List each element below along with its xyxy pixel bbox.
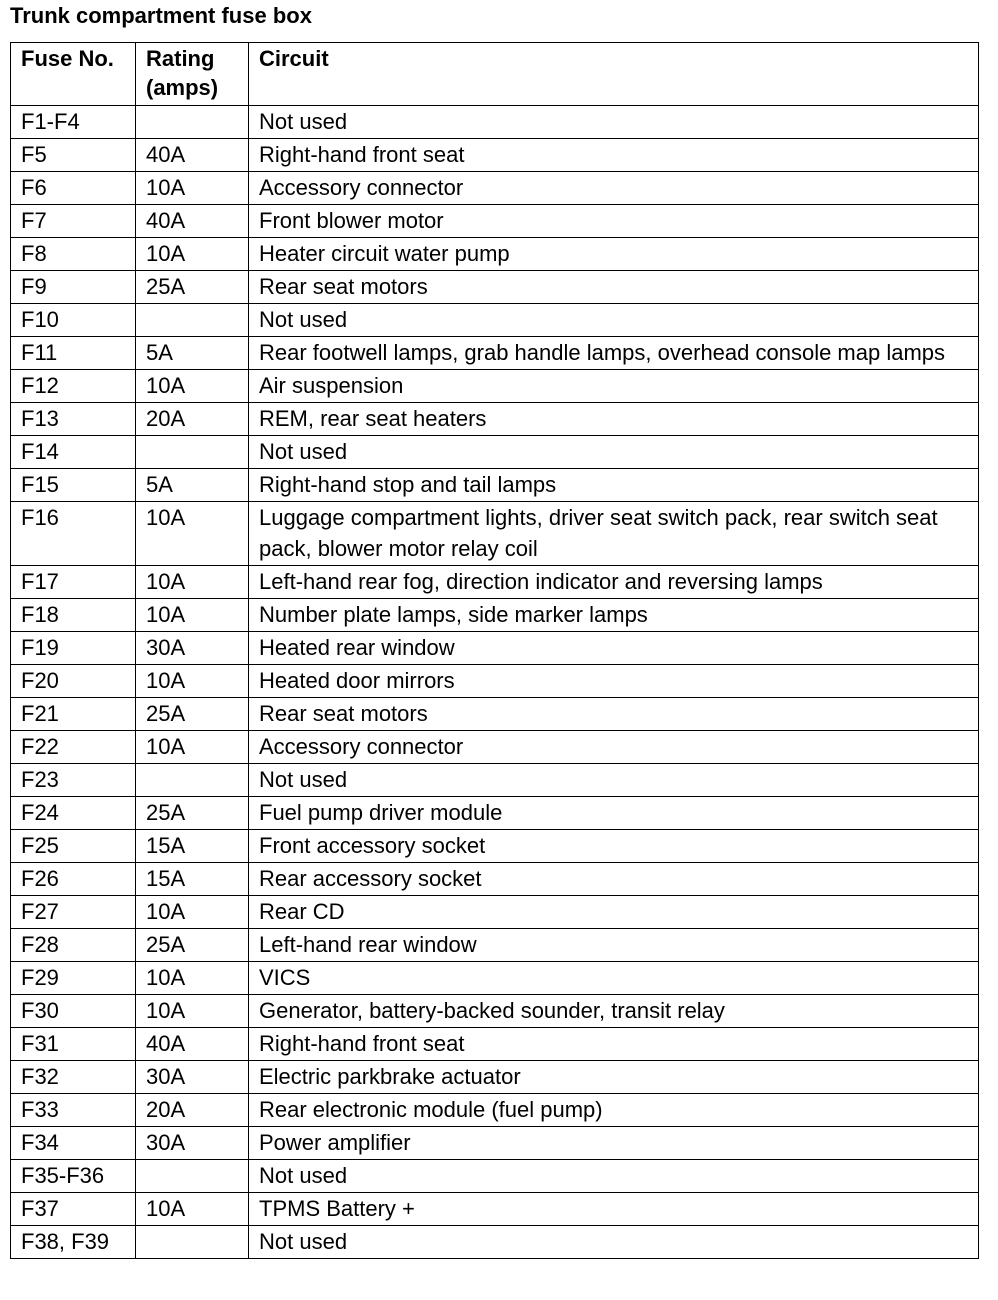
rating-cell: 5A [136, 469, 249, 502]
circuit-cell: Front accessory socket [249, 830, 979, 863]
rating-cell: 10A [136, 896, 249, 929]
table-row [11, 929, 979, 962]
fuse-number-cell: F5 [11, 139, 136, 172]
circuit-cell: Number plate lamps, side marker lamps [249, 599, 979, 632]
circuit-cell: Front blower motor [249, 205, 979, 238]
circuit-cell: Left-hand rear window [249, 929, 979, 962]
circuit-cell: Heated rear window [249, 632, 979, 665]
column-header-circuit: Circuit [249, 43, 979, 106]
table-row [11, 1160, 979, 1193]
circuit-cell: Fuel pump driver module [249, 797, 979, 830]
table-row [11, 1127, 979, 1160]
rating-cell: 10A [136, 665, 249, 698]
fuse-number-cell: F35-F36 [11, 1160, 136, 1193]
table-row [11, 1028, 979, 1061]
fuse-number-cell: F33 [11, 1094, 136, 1127]
rating-cell: 40A [136, 205, 249, 238]
circuit-cell: Not used [249, 764, 979, 797]
rating-cell: 30A [136, 1127, 249, 1160]
rating-cell: 10A [136, 238, 249, 271]
rating-cell: 10A [136, 370, 249, 403]
rating-cell: 5A [136, 337, 249, 370]
rating-cell [136, 764, 249, 797]
circuit-cell: Rear footwell lamps, grab handle lamps, overhead console map lamps [249, 337, 979, 370]
table-row [11, 271, 979, 304]
table-row [11, 205, 979, 238]
circuit-cell: REM, rear seat heaters [249, 403, 979, 436]
rating-cell: 10A [136, 731, 249, 764]
table-row [11, 337, 979, 370]
table-row [11, 599, 979, 632]
circuit-cell: Rear CD [249, 896, 979, 929]
rating-cell: 20A [136, 403, 249, 436]
table-row [11, 995, 979, 1028]
fuse-number-cell: F6 [11, 172, 136, 205]
fuse-number-cell: F21 [11, 698, 136, 731]
circuit-cell: Accessory connector [249, 172, 979, 205]
circuit-cell: Right-hand front seat [249, 1028, 979, 1061]
fuse-number-cell: F24 [11, 797, 136, 830]
fuse-number-cell: F19 [11, 632, 136, 665]
page-title: Trunk compartment fuse box [10, 3, 312, 28]
circuit-cell: Not used [249, 1226, 979, 1259]
table-row [11, 139, 979, 172]
table-row [11, 1061, 979, 1094]
rating-cell: 40A [136, 1028, 249, 1061]
fuse-number-cell: F16 [11, 502, 136, 566]
rating-cell: 25A [136, 271, 249, 304]
fuse-number-cell: F1-F4 [11, 106, 136, 139]
fuse-number-cell: F34 [11, 1127, 136, 1160]
table-row [11, 1226, 979, 1259]
table-row [11, 665, 979, 698]
rating-cell: 25A [136, 929, 249, 962]
circuit-cell: Rear accessory socket [249, 863, 979, 896]
rating-cell: 10A [136, 502, 249, 566]
fuse-number-cell: F23 [11, 764, 136, 797]
rating-cell: 10A [136, 1193, 249, 1226]
circuit-cell: Rear electronic module (fuel pump) [249, 1094, 979, 1127]
circuit-cell: Heater circuit water pump [249, 238, 979, 271]
fuse-number-cell: F14 [11, 436, 136, 469]
circuit-cell: Heated door mirrors [249, 665, 979, 698]
table-row [11, 238, 979, 271]
fuse-number-cell: F10 [11, 304, 136, 337]
fuse-number-cell: F18 [11, 599, 136, 632]
circuit-cell: Not used [249, 1160, 979, 1193]
fuse-number-cell: F29 [11, 962, 136, 995]
rating-cell [136, 1160, 249, 1193]
fuse-number-cell: F17 [11, 566, 136, 599]
rating-cell [136, 436, 249, 469]
rating-cell: 10A [136, 172, 249, 205]
fuse-number-cell: F38, F39 [11, 1226, 136, 1259]
table-row [11, 469, 979, 502]
rating-cell: 25A [136, 797, 249, 830]
circuit-cell: Rear seat motors [249, 271, 979, 304]
table-row [11, 962, 979, 995]
rating-cell: 10A [136, 962, 249, 995]
table-row [11, 863, 979, 896]
table-row [11, 698, 979, 731]
circuit-cell: Generator, battery-backed sounder, transit relay [249, 995, 979, 1028]
table-row [11, 1193, 979, 1226]
table-row [11, 172, 979, 205]
rating-cell: 30A [136, 1061, 249, 1094]
circuit-cell: Right-hand front seat [249, 139, 979, 172]
fuse-number-cell: F37 [11, 1193, 136, 1226]
rating-cell: 20A [136, 1094, 249, 1127]
circuit-cell: Luggage compartment lights, driver seat switch pack, rear switch seat pack, blower motor relay coil [249, 502, 979, 566]
fuse-number-cell: F25 [11, 830, 136, 863]
table-body [11, 106, 979, 1259]
table-header-row [11, 43, 979, 106]
fuse-number-cell: F15 [11, 469, 136, 502]
circuit-cell: Electric parkbrake actuator [249, 1061, 979, 1094]
rating-cell [136, 106, 249, 139]
fuse-number-cell: F27 [11, 896, 136, 929]
circuit-cell: VICS [249, 962, 979, 995]
fuse-number-cell: F32 [11, 1061, 136, 1094]
fuse-number-cell: F7 [11, 205, 136, 238]
table-row [11, 566, 979, 599]
fuse-number-cell: F26 [11, 863, 136, 896]
circuit-cell: TPMS Battery + [249, 1193, 979, 1226]
circuit-cell: Not used [249, 304, 979, 337]
table-row [11, 106, 979, 139]
circuit-cell: Left-hand rear fog, direction indicator and reversing lamps [249, 566, 979, 599]
column-header-fuse-no: Fuse No. [11, 43, 136, 106]
table-row [11, 797, 979, 830]
table-row [11, 436, 979, 469]
fuse-number-cell: F31 [11, 1028, 136, 1061]
circuit-cell: Accessory connector [249, 731, 979, 764]
fuse-number-cell: F30 [11, 995, 136, 1028]
table-row [11, 502, 979, 566]
fuse-number-cell: F13 [11, 403, 136, 436]
column-header-rating: Rating (amps) [136, 43, 249, 106]
fuse-number-cell: F20 [11, 665, 136, 698]
rating-cell: 10A [136, 599, 249, 632]
rating-cell: 15A [136, 830, 249, 863]
circuit-cell: Air suspension [249, 370, 979, 403]
circuit-cell: Not used [249, 106, 979, 139]
fuse-number-cell: F8 [11, 238, 136, 271]
rating-cell [136, 1226, 249, 1259]
fuse-number-cell: F11 [11, 337, 136, 370]
table-row [11, 731, 979, 764]
circuit-cell: Rear seat motors [249, 698, 979, 731]
table-row [11, 304, 979, 337]
rating-cell: 30A [136, 632, 249, 665]
rating-cell: 15A [136, 863, 249, 896]
circuit-cell: Not used [249, 436, 979, 469]
rating-cell: 10A [136, 995, 249, 1028]
table-row [11, 1094, 979, 1127]
table-row [11, 830, 979, 863]
table-row [11, 764, 979, 797]
circuit-cell: Right-hand stop and tail lamps [249, 469, 979, 502]
rating-cell [136, 304, 249, 337]
table-row [11, 896, 979, 929]
fuse-number-cell: F12 [11, 370, 136, 403]
table-row [11, 370, 979, 403]
fuse-table [10, 42, 979, 1259]
rating-cell: 10A [136, 566, 249, 599]
fuse-number-cell: F9 [11, 271, 136, 304]
rating-cell: 25A [136, 698, 249, 731]
table-row [11, 632, 979, 665]
rating-cell: 40A [136, 139, 249, 172]
fuse-number-cell: F28 [11, 929, 136, 962]
circuit-cell: Power amplifier [249, 1127, 979, 1160]
table-row [11, 403, 979, 436]
fuse-number-cell: F22 [11, 731, 136, 764]
